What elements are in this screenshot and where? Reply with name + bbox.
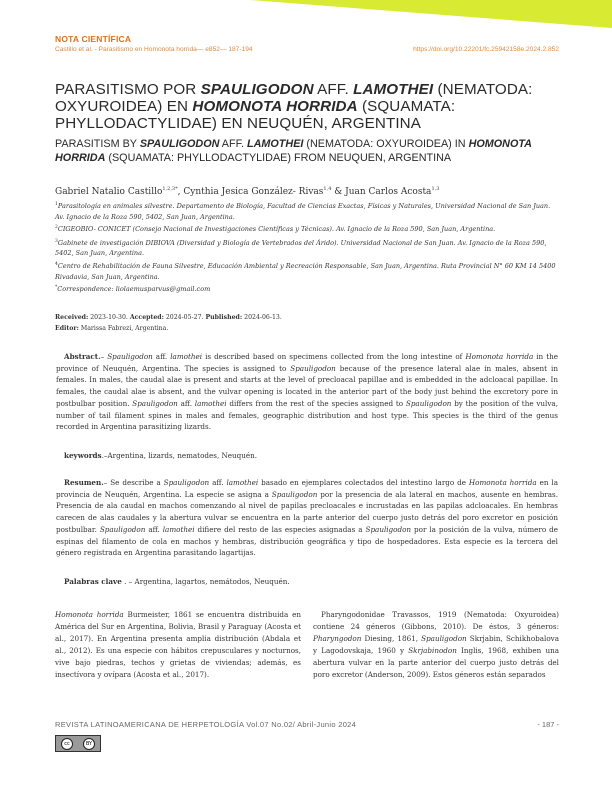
affiliation-item: $^3$Gabinete de investigación DIBIOVA (Diversidad y Biología de Vertebrados del Árido). Universidad Nacional de San Juan. Av. Ignacio de la Roza 590, 5402, San Juan, Argentina. (55, 238, 547, 258)
editor-line: Editor: Marissa Fabrezi, Argentina. (55, 324, 169, 332)
cc-icon: cc (61, 738, 73, 750)
body-column-left: Homonota horrida Burmeister, 1861 se encuentra distribuida en América del Sur en Argentina, Bolivia, Brasil y Paraguay (Acosta et al., 2017). En Argentina presenta amplia distribución (Abdala et al., 2012). Es una especie con hábitos crepusculares y nocturnos, vive bajo piedras, techos y grietas de viviendas; además, es insectívora y ovípara (Acosta et al., 2017). (55, 610, 301, 679)
running-citation: Castillo et al. - Parasitismo en Homonota horrida— e852— 187-194 (55, 46, 253, 53)
body-column-right: Pharyngodonidae Travassos, 1919 (Nematoda: Oxyuroidea) contiene 24 géneros (Gibbons, 2010). De éstos, 3 géneros: Pharyngodon Diesing, 1861, Spauligodon Skrjabin, Schikhobalova y Lagodovskaja, 1960 y Skrjabinodon Inglis, 1968, exhiben una abertura vulvar en la parte anterior del cuerpo justo detrás del poro excretor (Anderson, 2009). Estos géneros están separados (313, 610, 559, 679)
page-number: - 187 - (537, 720, 559, 729)
title-english: PARASITISM BY SPAULIGODON AFF. LAMOTHEI (NEMATODA: OXYUROIDEA) IN HOMONOTA HORRIDA (SQUAMATA: PHYLLODACTYLIDAE) FROM NEUQUEN, ARGENTINA (55, 138, 532, 164)
section-label: NOTA CIENTÍFICA (55, 34, 132, 44)
author-name: Juan Carlos Acosta (345, 187, 432, 197)
resumen-paragraph: Resumen.– Se describe a Spauligodon aff. lamothei basado en ejemplares colectados del intestino largo de Homonota horrida en la provincia de Neuquén, Argentina. La especie se asigna a Spauligodon por la presencia de ala lateral en machos, ausente en hembras. Presencia de ala caudal en machos comenzando al nivel de papilas precloacales e incrustadas en las papilas adcloacales. En hembras carecen de alas caudales y la abertura vulvar se encuentra en la parte anterior del cuerpo justo detrás del poro excretor en posición postbulbar. Spauligodon aff. lamothei difiere del resto de las especies asignadas a Spauligodon por la posición de la vulva, número de espinas del filamento de cola en machos y hembras, distribución geográfica y tipo de hospedadores. Esta especie es la tercera del género registrada en Argentina parasitando lagartijas. (56, 478, 558, 558)
publication-dates: Received: 2023-10-30. Accepted: 2024-05-27. Published: 2024-06-13. Editor: Marissa Fabrezi, Argentina. (55, 313, 282, 334)
abstract-label: Abstract. (64, 352, 101, 361)
abstract-paragraph: Abstract.– Spauligodon aff. lamothei is described based on specimens collected from the long intestine of Homonota horrida in the province of Neuquén, Argentina. The species is assigned to Spauligodon because of the presence lateral alae in males, absent in females. In males, the caudal alae is present and starts at the level of precloacal papillae and is embedded in the adcloacal papillae. In females, the caudal alae is absent, and the vulvar opening is located in the anterior part of the body just behind the excretory pore in postbulbar position. Spauligodon aff. lamothei differs from the rest of the species assigned to Spauligodon by the position of the vulva, number of tail filament spines in males and females, geographic distribution and host type. This species is the third of the genus recorded in Argentina parasitizing lizards. (56, 352, 558, 432)
cc-license-badge[interactable] (55, 735, 101, 752)
author-name: Gabriel Natalio Castillo (55, 187, 163, 197)
correspondence: *Correspondence: liolaemusparvus@gmail.com (55, 285, 211, 294)
affiliation-item: $^4$Centro de Rehabilitación de Fauna Silvestre, Educación Ambiental y Recreación Responsable, San Juan, Argentina. Ruta Provincial N° 60 KM 14 5400 Rivadavia, San Juan, Argentina. (55, 262, 556, 281)
affiliation-item: $^1$Parasitología en animales silvestre. Departamento de Biología, Facultad de Ciencias Exactas, Físicas y Naturales, Universidad Nacional de San Juan. Av. Ignacio de la Roza 590, 5402, San Juan, Argentina. (55, 202, 551, 221)
doi-link[interactable]: https://doi.org/10.22201/fc.25942158e.2024.2.852 (413, 46, 559, 53)
resumen-label: Resumen. (64, 478, 104, 487)
by-icon: BY (83, 738, 95, 750)
journal-footer: REVISTA LATINOAMERICANA DE HERPETOLOGÍA Vol.07 No.02/ Abril-Junio 2024 (55, 720, 357, 729)
affiliation-item: $^2$CIGEOBIO- CONICET (Consejo Nacional de Investigaciones Científicas y Técnicas). Av. Ignacio de la Roza 590, San Juan, Argentina. (55, 225, 496, 234)
palabras-clave: Palabras clave . – Argentina, lagartos, nemátodos, Neuquén. (64, 577, 290, 586)
keywords: keywords.–Argentina, lizards, nematodes, Neuquén. (64, 451, 258, 460)
corner-lime-shape (250, 0, 612, 28)
author-list: Gabriel Natalio Castillo$^{1,2,3*}$, Cynthia Jesica González- Rivas$^{1,4}$ & Juan Carlos Acosta$^{1,3}$ (55, 186, 440, 197)
affiliations (55, 200, 560, 297)
author-name: Cynthia Jesica González- Rivas (183, 187, 324, 197)
title-spanish: PARASITISMO POR SPAULIGODON AFF. LAMOTHEI (NEMATODA: OXYUROIDEA) EN HOMONOTA HORRIDA (SQUAMATA: PHYLLODACTYLIDAE) EN NEUQUÉN, ARGENTINA (55, 81, 533, 132)
